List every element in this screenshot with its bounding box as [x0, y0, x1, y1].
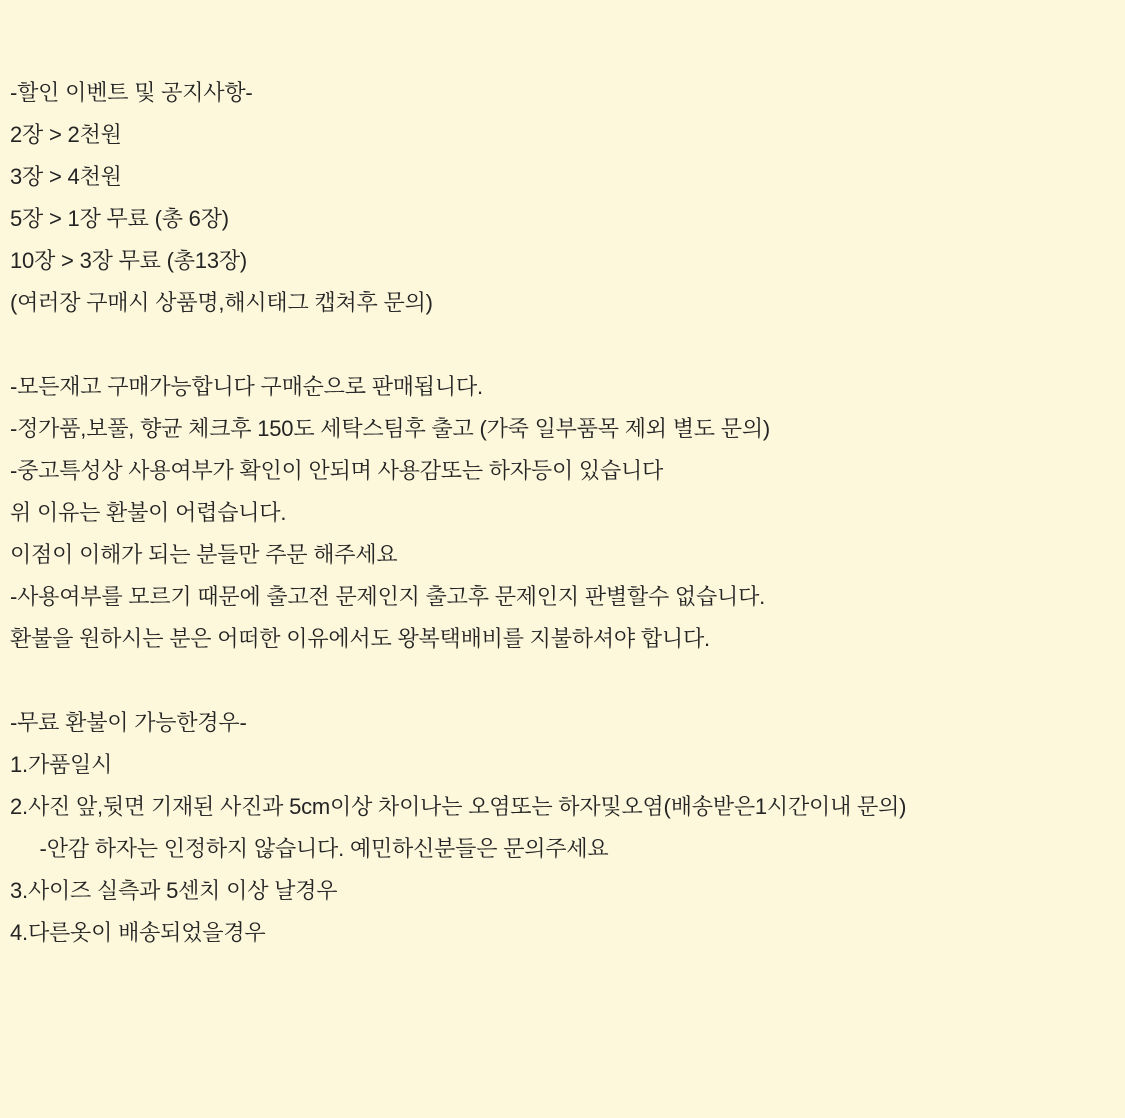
notice-line: 위 이유는 환불이 어렵습니다. [10, 500, 287, 525]
free-refund-section [10, 702, 1125, 954]
notice-line: 이점이 이해가 되는 분들만 주문 해주세요 [10, 542, 398, 567]
notice-line: -정가품,보풀, 향균 체크후 150도 세탁스팀후 출고 (가죽 일부품목 제외 별도 문의) [10, 416, 770, 441]
section-spacer [10, 660, 1125, 702]
notice-line: (여러장 구매시 상품명,해시태그 캡쳐후 문의) [10, 290, 433, 315]
notice-line: 2.사진 앞,뒷면 기재된 사진과 5cm이상 차이나는 오염또는 하자및오염(배송받은1시간이내 문의) [10, 794, 907, 819]
notice-line: -모든재고 구매가능합니다 구매순으로 판매됩니다. [10, 374, 483, 399]
discount-notice-section [10, 72, 1125, 324]
notice-line: 환불을 원하시는 분은 어떠한 이유에서도 왕복택배비를 지불하셔야 합니다. [10, 626, 710, 651]
notice-line: -무료 환불이 가능한경우- [10, 710, 247, 735]
notice-line: 10장 > 3장 무료 (총13장) [10, 248, 248, 273]
notice-line: 5장 > 1장 무료 (총 6장) [10, 206, 229, 231]
section-spacer [10, 324, 1125, 366]
notice-line: 3장 > 4천원 [10, 164, 122, 189]
notice-line: 4.다른옷이 배송되었을경우 [10, 920, 266, 945]
notice-line: -할인 이벤트 및 공지사항- [10, 80, 253, 105]
notice-line: -사용여부를 모르기 때문에 출고전 문제인지 출고후 문제인지 판별할수 없습니다. [10, 584, 766, 609]
notice-line: 1.가품일시 [10, 752, 113, 777]
notice-line: 3.사이즈 실측과 5센치 이상 날경우 [10, 878, 338, 903]
notice-line: -안감 하자는 인정하지 않습니다. 예민하신분들은 문의주세요 [10, 836, 609, 861]
notice-line: 2장 > 2천원 [10, 122, 122, 147]
stock-and-condition-section [10, 366, 1125, 660]
notice-line: -중고특성상 사용여부가 확인이 안되며 사용감또는 하자등이 있습니다 [10, 458, 664, 483]
